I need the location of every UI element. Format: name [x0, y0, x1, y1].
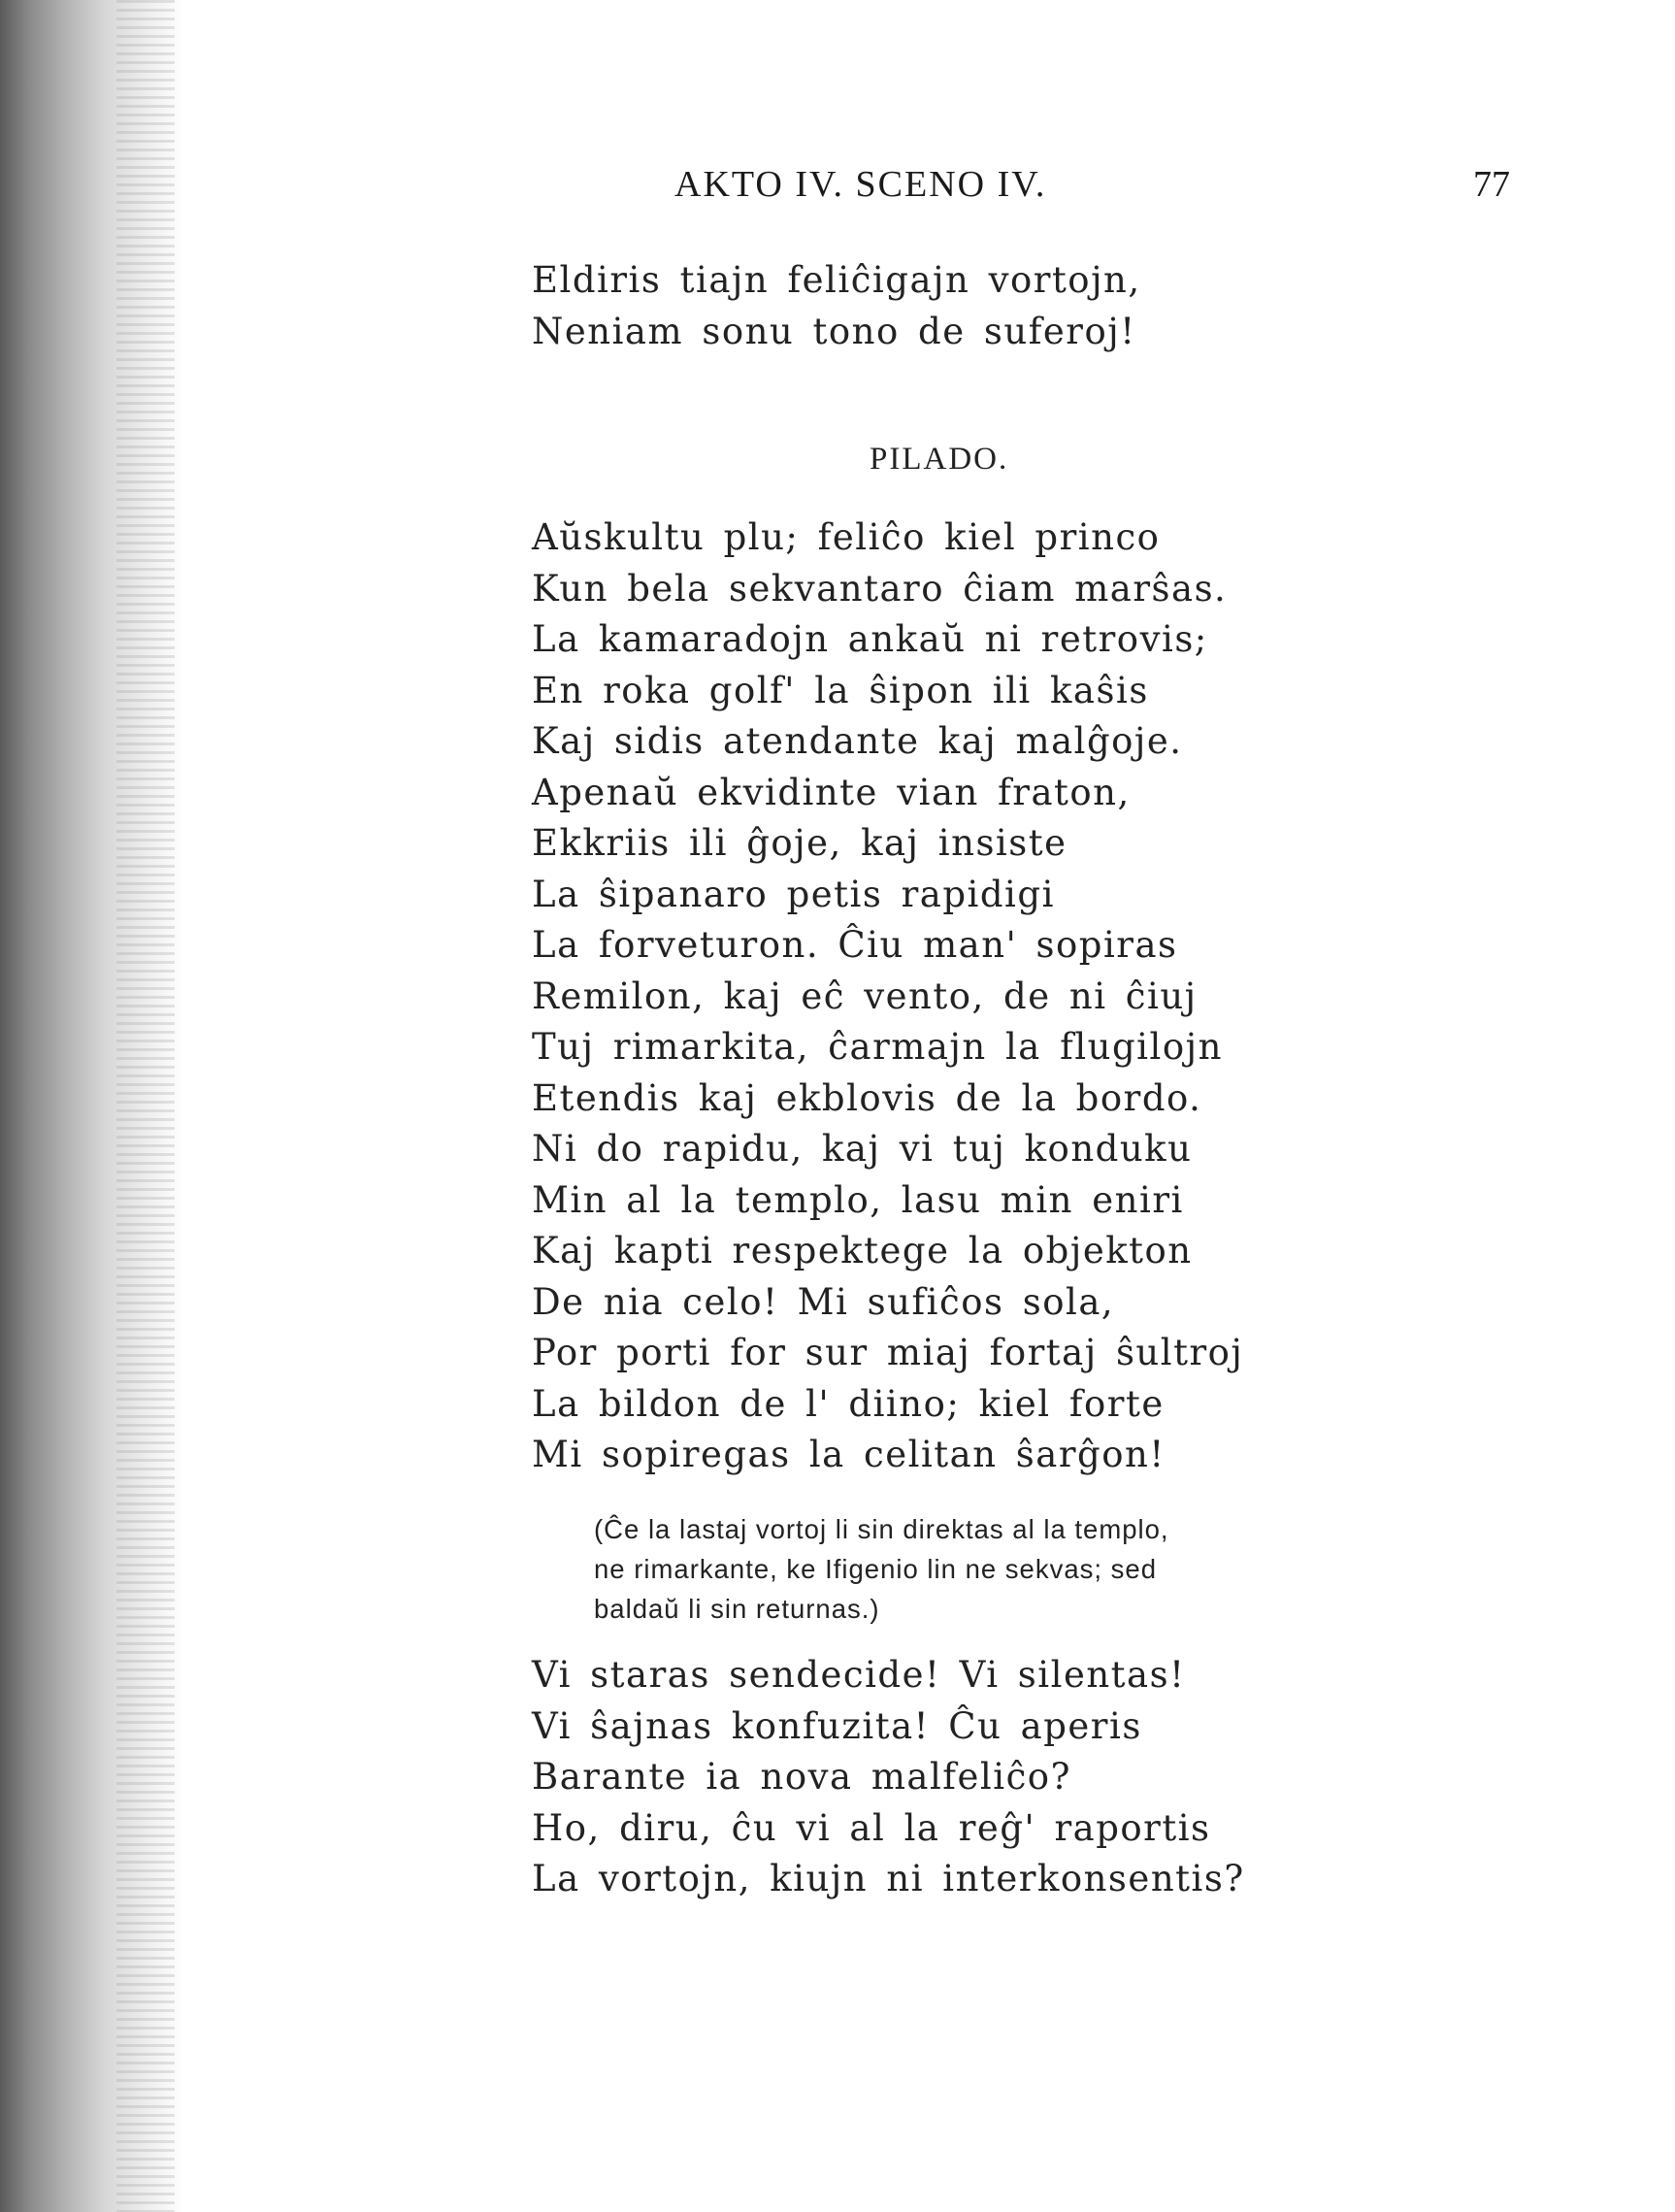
verse-line: Kaj kapti respektege la objekton [532, 1230, 1193, 1271]
verse-line: Por porti for sur miaj fortaj ŝultroj [532, 1332, 1244, 1373]
stage-direction-line: baldaŭ li sin returnas.) [594, 1594, 880, 1624]
verse-line: La bildon de l' diino; kiel forte [532, 1382, 1165, 1425]
verse-line: Ho, diru, ĉu vi al la reĝ' raportis [532, 1806, 1211, 1849]
verse-line: Tuj rimarkita, ĉarmajn la flugilojn [532, 1026, 1223, 1068]
verse-block-main [532, 512, 1243, 1481]
verse-line: Ni do rapidu, kaj vi tuj konduku [532, 1128, 1193, 1170]
verse-line: Aŭskultu plu; feliĉo kiel princo [532, 516, 1161, 558]
verse-line: Etendis kaj ekblovis de la bordo. [532, 1076, 1202, 1119]
verse-line: La ŝipanaro petis rapidigi [532, 873, 1055, 915]
verse-block-top [532, 255, 1141, 357]
verse-line: Eldiris tiajn feliĉigajn vortojn, [532, 259, 1141, 301]
verse-line: Mi sopiregas la celitan ŝarĝon! [532, 1434, 1166, 1475]
page-number: 77 [1473, 164, 1510, 205]
stage-direction-line: ne rimarkante, ke Ifigenio lin ne sekvas; sed [594, 1554, 1158, 1584]
verse-line: Remilon, kaj eĉ vento, de ni ĉiuj [532, 974, 1198, 1017]
verse-line: En roka golf' la ŝipon ili kaŝis [532, 669, 1149, 711]
stage-direction [594, 1509, 1370, 1629]
running-head: AKTO IV. SCENO IV. [674, 164, 1047, 205]
verse-line: Neniam sonu tono de suferoj! [532, 310, 1136, 352]
verse-block-after [532, 1650, 1245, 1905]
verse-line: La kamaradojn ankaŭ ni retrovis; [532, 618, 1208, 660]
verse-line: Kun bela sekvantaro ĉiam marŝas. [532, 567, 1228, 610]
stage-direction-line: (Ĉe la lastaj vortoj li sin direktas al la templo, [594, 1514, 1169, 1544]
verse-line: Vi staras sendecide! Vi silentas! [532, 1654, 1186, 1696]
verse-line: Vi ŝajnas konfuzita! Ĉu aperis [532, 1704, 1142, 1747]
verse-line: De nia celo! Mi sufiĉos sola, [532, 1280, 1115, 1323]
verse-line: Apenaŭ ekvidinte vian fraton, [532, 771, 1131, 813]
verse-line: Ekkriis ili ĝoje, kaj insiste [532, 822, 1067, 864]
verse-line: Barante ia nova malfeliĉo? [532, 1756, 1071, 1798]
binding-gutter-streaks [116, 0, 175, 2212]
verse-line: Kaj sidis atendante kaj malĝoje. [532, 720, 1183, 762]
speaker-name: PILADO. [870, 442, 1009, 477]
verse-line: La vortojn, kiujn ni interkonsentis? [532, 1858, 1245, 1899]
verse-line: La forveturon. Ĉiu man' sopiras [532, 924, 1178, 966]
verse-line: Min al la templo, lasu min eniri [532, 1178, 1184, 1221]
